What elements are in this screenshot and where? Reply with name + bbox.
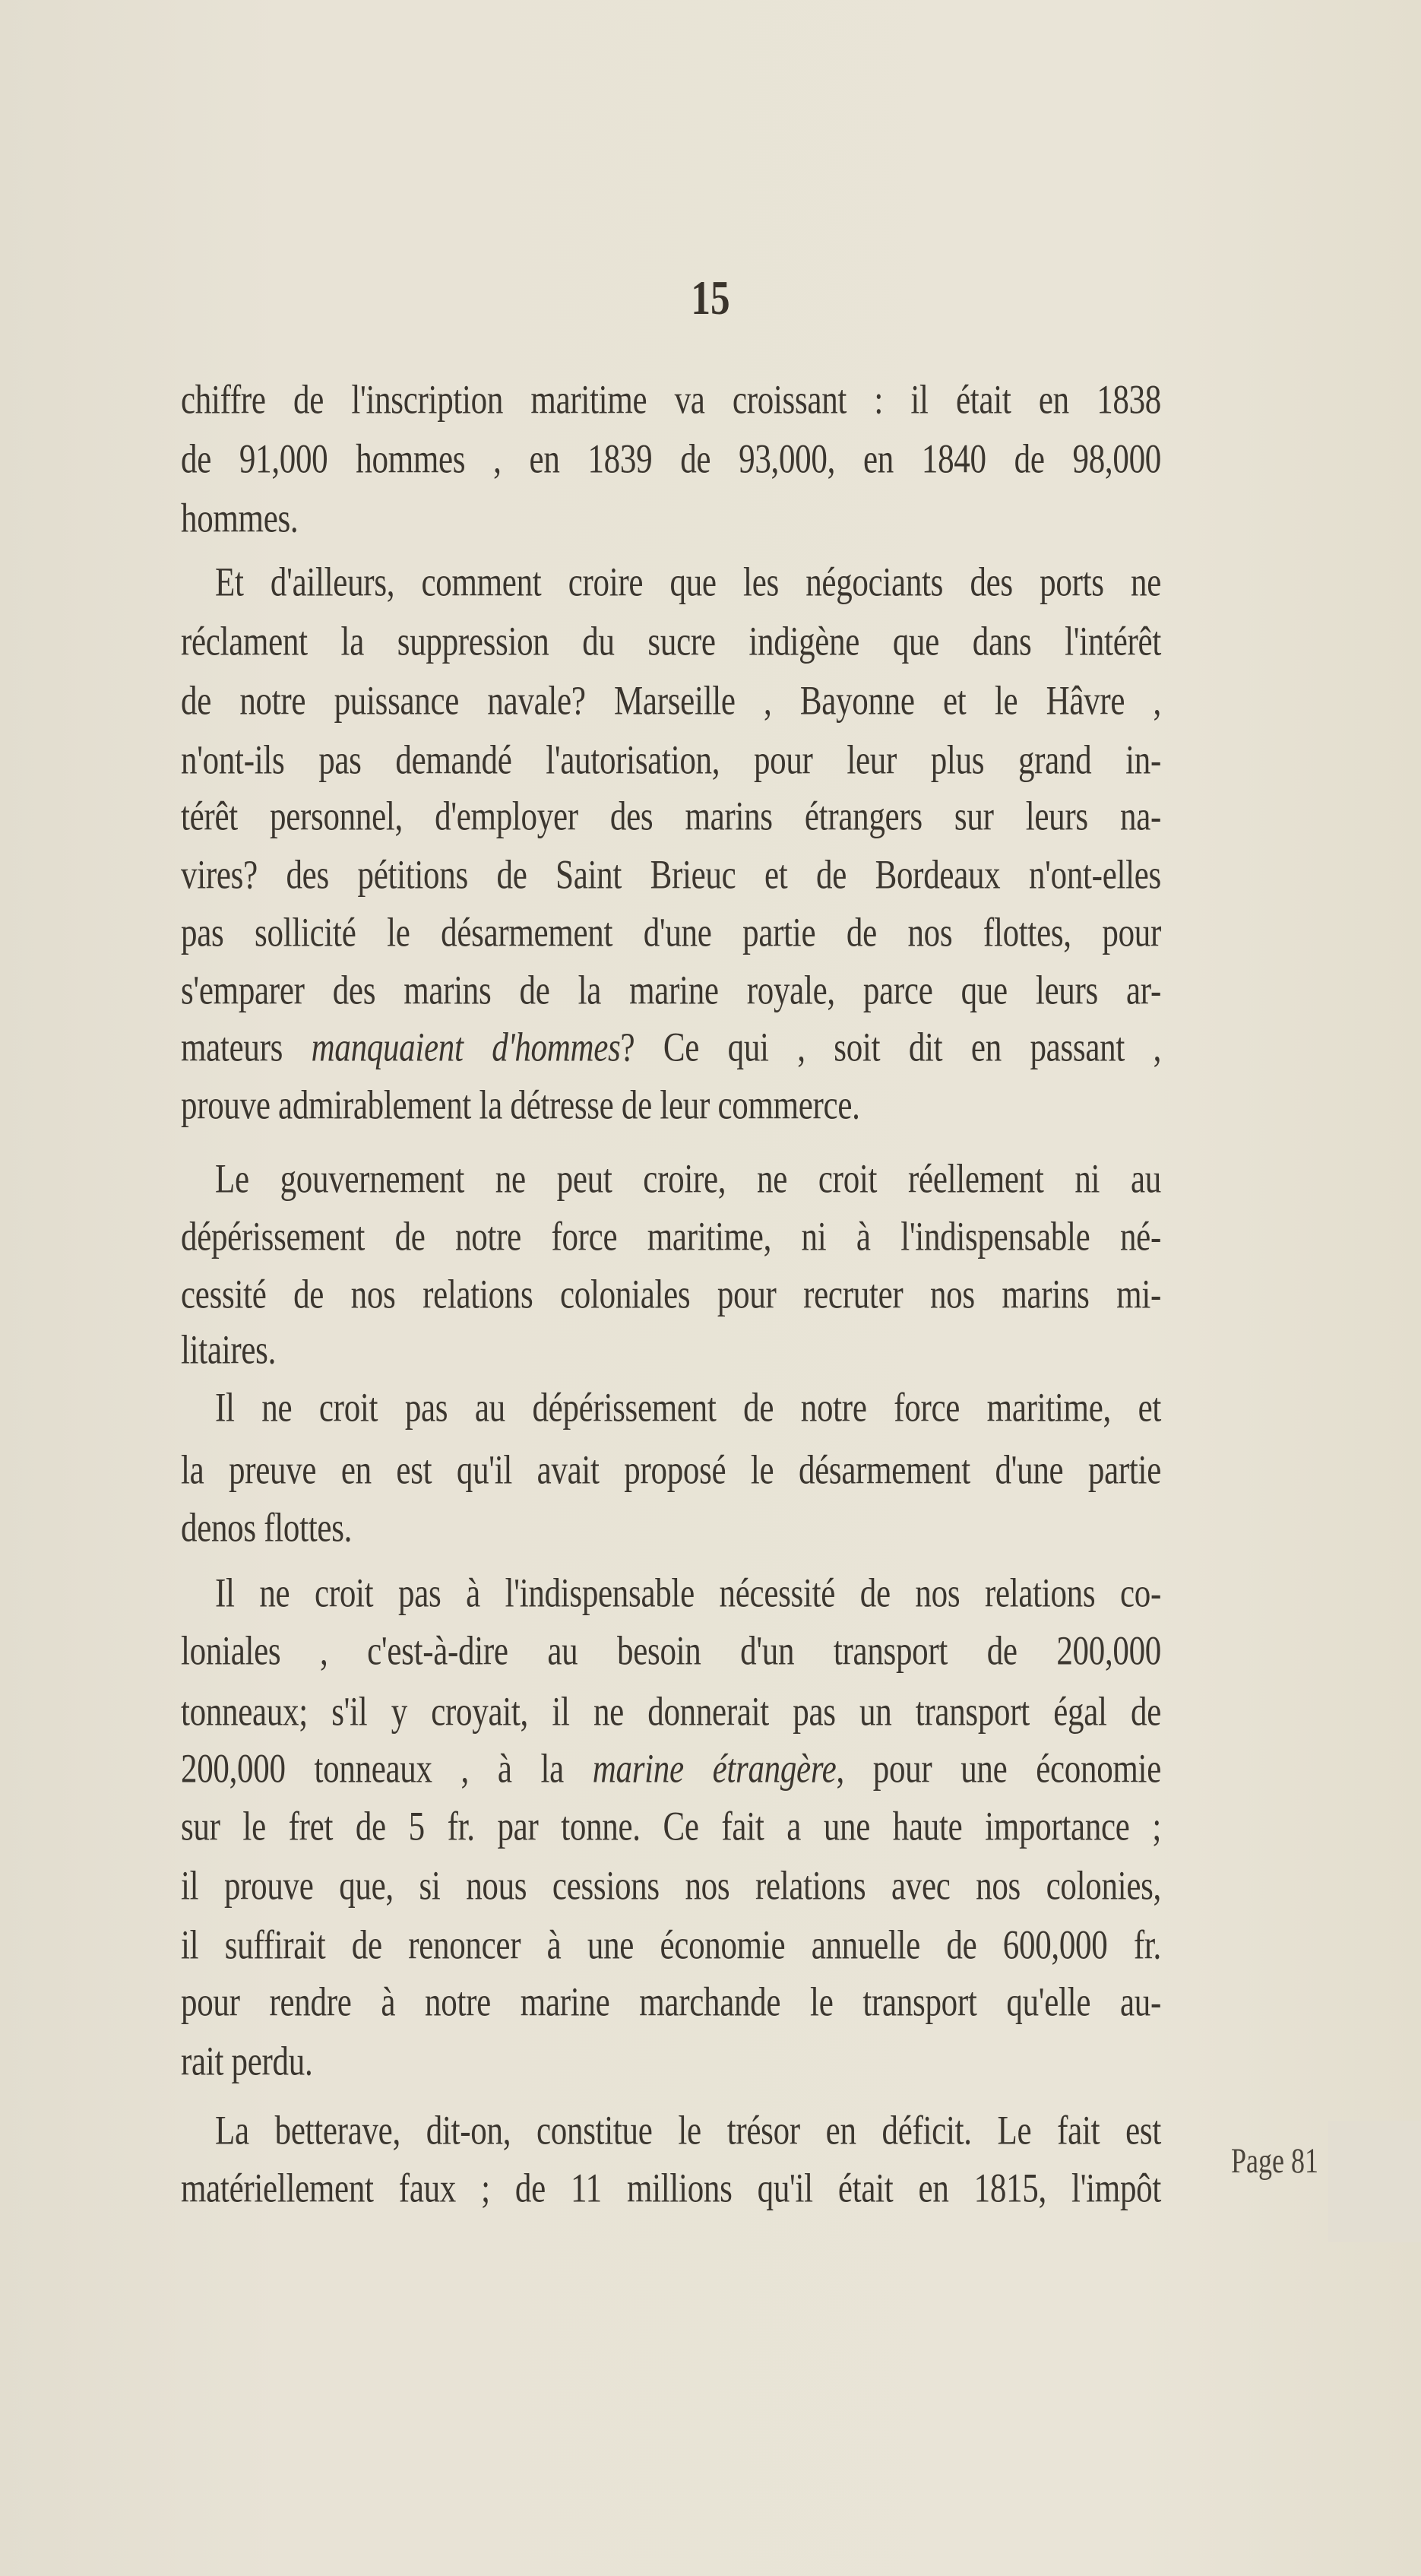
text-segment: ? Ce qui , soit dit en passant , xyxy=(620,1025,1162,1070)
text-line xyxy=(181,789,1161,846)
text-segment: térêt personnel, d'employer des marins étrangers sur leurs na- xyxy=(181,794,1161,839)
text-line xyxy=(181,673,1161,730)
text-segment: matériellement faux ; de 11 millions qu'il était en 1815, l'impôt xyxy=(181,2166,1161,2211)
italic-text: marine étrangère xyxy=(592,1747,837,1792)
text-segment: , pour une économie xyxy=(836,1747,1161,1792)
text-line xyxy=(181,2161,1161,2218)
text-segment: dépérissement de notre force maritime, ni à l'indispensable né- xyxy=(181,1215,1161,1259)
text-segment: il suffirait de renoncer à une économie annuelle de 600,000 fr. xyxy=(181,1923,1161,1968)
text-segment: pas sollicité le désarmement d'une partie de nos flottes, pour xyxy=(181,911,1161,955)
text-segment: chiffre de l'inscription maritime va croissant : il était en 1838 xyxy=(181,378,1161,423)
text-line xyxy=(181,1020,1161,1077)
text-line xyxy=(181,1078,1161,1135)
text-segment: Il ne croit pas à l'indispensable nécessité de nos relations co- xyxy=(215,1571,1161,1616)
text-segment: pour rendre à notre marine marchande le transport qu'elle au- xyxy=(181,1980,1161,2025)
text-segment: mateurs xyxy=(181,1025,312,1070)
text-line xyxy=(181,614,1161,671)
text-line xyxy=(181,432,1161,489)
text-line xyxy=(215,1566,1161,1623)
text-line xyxy=(181,1500,1161,1557)
text-segment: loniales , c'est-à-dire au besoin d'un transport de 200,000 xyxy=(181,1629,1161,1674)
text-segment: cessité de nos relations coloniales pour recruter nos marins mi- xyxy=(181,1272,1161,1317)
text-line xyxy=(181,733,1161,790)
text-line xyxy=(181,1799,1161,1856)
margin-note: Page 81 xyxy=(1231,2140,1318,2181)
text-line xyxy=(215,1152,1161,1209)
text-line xyxy=(181,491,1161,548)
text-segment: 200,000 tonneaux , à la xyxy=(181,1747,593,1792)
text-segment: hommes. xyxy=(181,496,299,541)
text-line xyxy=(215,2103,1161,2160)
text-segment: réclament la suppression du sucre indigène que dans l'intérêt xyxy=(181,619,1161,664)
text-segment: vires? des pétitions de Saint Brieuc et de Bordeaux n'ont-elles xyxy=(181,853,1161,898)
text-segment: rait perdu. xyxy=(181,2039,313,2084)
text-segment: Le gouvernement ne peut croire, ne croit réellement ni au xyxy=(215,1157,1161,1202)
text-line xyxy=(181,2034,1161,2091)
page-number: 15 xyxy=(691,271,730,325)
text-line xyxy=(181,1267,1161,1324)
text-segment: la preuve en est qu'il avait proposé le désarmement d'une partie xyxy=(181,1448,1161,1493)
text-line xyxy=(181,1209,1161,1266)
text-segment: La betterave, dit-on, constitue le trésor en déficit. Le fait est xyxy=(215,2109,1161,2153)
text-segment: il prouve que, si nous cessions nos relations avec nos colonies, xyxy=(181,1864,1161,1909)
text-line xyxy=(181,1443,1161,1500)
text-line xyxy=(181,1323,1161,1380)
text-segment: Il ne croit pas au dépérissement de notre force maritime, et xyxy=(215,1386,1161,1431)
text-segment: s'emparer des marins de la marine royale, parce que leurs ar- xyxy=(181,968,1161,1013)
text-segment: sur le fret de 5 fr. par tonne. Ce fait a une haute importance ; xyxy=(181,1804,1161,1849)
text-segment: litaires. xyxy=(181,1328,277,1373)
italic-text: manquaient d'hommes xyxy=(311,1025,621,1070)
text-line xyxy=(181,1684,1161,1741)
text-segment: denos flottes. xyxy=(181,1506,353,1551)
text-segment: prouve admirablement la détresse de leur commerce. xyxy=(181,1083,860,1128)
text-line xyxy=(181,372,1161,429)
text-line xyxy=(181,1858,1161,1915)
text-segment: tonneaux; s'il y croyait, il ne donnerait pas un transport égal de xyxy=(181,1690,1161,1735)
text-segment: de notre puissance navale? Marseille , Bayonne et le Hâvre , xyxy=(181,679,1161,724)
text-line xyxy=(181,905,1161,962)
margin-strip xyxy=(1328,2121,1421,2242)
text-line xyxy=(181,1624,1161,1681)
text-line xyxy=(181,848,1161,905)
text-line xyxy=(215,1380,1161,1437)
text-line xyxy=(181,963,1161,1020)
text-line xyxy=(181,1741,1161,1798)
text-line xyxy=(215,555,1161,612)
text-segment: de 91,000 hommes , en 1839 de 93,000, en 1840 de 98,000 xyxy=(181,437,1161,482)
text-segment: Et d'ailleurs, comment croire que les négociants des ports ne xyxy=(215,560,1161,605)
text-line xyxy=(181,1918,1161,1975)
text-segment: n'ont-ils pas demandé l'autorisation, pour leur plus grand in- xyxy=(181,738,1161,783)
text-line xyxy=(181,1975,1161,2032)
